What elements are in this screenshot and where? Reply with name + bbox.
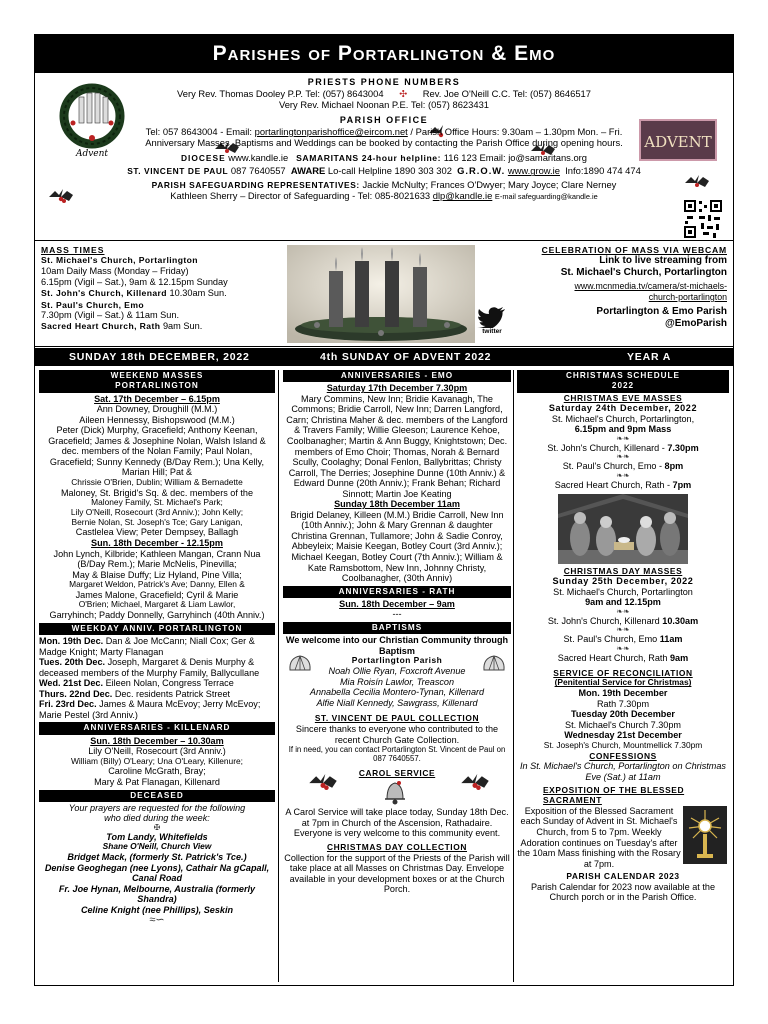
christmas-day-time: 9am and 12.15pm [585, 597, 661, 608]
sat-intention: Bernie Nolan, St. Joseph's Tce; Gary Lanigan, [71, 516, 243, 527]
killenard-mass-heading: Sun. 18th December – 10.30am [90, 735, 224, 746]
safeguarding-director: Kathleen Sherry – Director of Safeguarding - Tel: 085-8021633 [170, 190, 431, 202]
weekday-intention: Dan & Joe McCann; Niall Cox; Ger & Madge Knight; Marty Flanagan [39, 636, 255, 657]
rath-intentions: --- [392, 609, 402, 620]
twitter-bird-icon[interactable] [477, 306, 507, 328]
deceased-name: Bridget Mack, (formerly St. Patrick's Tce.) [67, 852, 247, 863]
christmas-schedule-heading: CHRISTMAS SCHEDULE 2022 [517, 370, 729, 393]
priest-pp: Very Rev. Thomas Dooley P.P. Tel: (057) 8643004 [177, 87, 384, 99]
weekend-masses-heading: WEEKEND MASSES PORTARLINGTON [39, 370, 275, 393]
sun-intention: O'Brien; Michael, Margaret & Liam Lawlor, [78, 599, 236, 610]
reconciliation-date: Tuesday 20th December [571, 709, 675, 720]
rath-mass-heading: Sun. 18th December – 9am [339, 598, 455, 609]
portarlington-weekend: 6.15pm (Vigil – Sat.), 9am & 12.15pm Sunday [41, 277, 228, 288]
diocese-link[interactable]: www.kandle.ie [228, 151, 289, 163]
christmas-day-date: Sunday 25th December, 2022 [552, 576, 694, 587]
church-emo: St. Paul's Church, Emo [41, 299, 145, 310]
svp-collection-contact: If in need, you can contact Portarlington St. Vincent de Paul on 087 7640557. [288, 745, 506, 764]
christmas-day-church: St. Paul's Church, Emo [563, 634, 658, 645]
date-label: SUNDAY 18th DECEMBER, 2022 [69, 351, 250, 363]
killenard-anniv-heading: ANNIVERSARIES - KILLENARD [39, 722, 275, 734]
baptism-name: Mia Roisín Lawlor, Treascon [339, 676, 455, 687]
weekday-intention: Joseph, Margaret & Denis Murphy & deceased members of the Murphy Family, Ballycullane [39, 657, 260, 678]
sat-intention: Maloney Family, St. Michael's Park; [91, 497, 223, 508]
svp-collection-heading: ST. VINCENT DE PAUL COLLECTION [314, 713, 480, 724]
baptism-shell-icon [481, 654, 507, 672]
nativity-image [558, 494, 688, 564]
column-divider [278, 370, 279, 982]
dlp-email-link[interactable]: dlp@kandle.ie [432, 190, 493, 202]
emo-saturday-intentions: Mary Commins, New Inn; Bridie Kavanagh, The Commons; Bridie Carroll, New Inn; Darren Langford, Carn; Christina Maher & dec. members of the Langford & Travers Family; Willie Gleeson; Laurence Kehoe, Coolbanagher; Martin & Ann Buggy, Knightstown; Dec. members of Emo Choir; Thomas, Norah & Bernard Scully, Coolaghy; Donal Fenlon, Ballybrittas; Christy Carroll, The Derries; Josephine Dunne (10th Anniv.) & Edward Dunne (20th Anniv.); Frank Behan; Richard Sinnott; Martin Joe Keating [286, 393, 508, 499]
weekday-intention: James & Maura McEvoy; Jerry McEvoy; Marie Pestel (3rd Anniv.) [39, 699, 261, 720]
killenard-intention: William (Billy) O'Leary; Una O'Leary, Killenure; [71, 755, 243, 766]
header-contacts [35, 73, 733, 241]
diocese-label: DIOCESE [180, 152, 226, 163]
office-heading: PARISH OFFICE [339, 114, 429, 125]
deceased-intro: who died during the week: [104, 813, 210, 824]
sun-intention: Garryhinch; Paddy Donnelly, Garryhinch (40th Anniv.) [49, 610, 265, 621]
aware-value: Lo-call Helpline 1890 303 302 [327, 165, 452, 177]
webcam-url-line1[interactable]: www.mcnmedia.tv/camera/st-michaels- [574, 281, 727, 292]
church-portarlington: St. Michael's Church, Portarlington [41, 255, 198, 266]
grow-label: G.R.O.W. [457, 165, 506, 177]
weekday-anniv-heading: WEEKDAY ANNIV. PORTARLINGTON [39, 623, 275, 635]
baptism-shell-icon [287, 654, 313, 672]
weekday-date: Thurs. 22nd Dec. [39, 688, 113, 699]
christmas-eve-church: Sacred Heart Church, Rath - [554, 479, 670, 490]
sun-intention: James Malone, Gracefield; Cyril & Marie [75, 589, 239, 600]
baptism-name: Annabella Cecilia Montero-Tynan, Killenard [309, 687, 485, 698]
christmas-eve-time: 7pm [672, 479, 692, 490]
office-tel: Tel: 057 8643004 - Email: [145, 125, 252, 137]
advent-banner: ADVENT [639, 119, 717, 161]
christmas-day-heading: CHRISTMAS DAY MASSES [563, 565, 683, 576]
rath-time: 9am Sun. [162, 321, 203, 332]
killenard-time: 10.30am Sun. [169, 288, 227, 299]
baptism-name: Alfie Niall Kennedy, Sawgrass, Killenard [316, 697, 478, 708]
reconciliation-venue: St. Joseph's Church, Mountmellick 7.30pm [543, 739, 703, 750]
column-divider [513, 370, 514, 982]
svp-label: ST. VINCENT DE PAUL [127, 166, 229, 177]
baptisms-intro: We welcome into our Christian Community through Baptism [285, 635, 509, 656]
newsletter-page [34, 34, 734, 986]
bell-icon [379, 777, 411, 807]
priest-pe: Very Rev. Michael Noonan P.E. Tel: (057) 8623431 [278, 99, 490, 111]
ornament-icon: ≈∽ [149, 914, 165, 927]
christmas-eve-date: Saturday 24th December, 2022 [548, 403, 698, 414]
svp-collection-text: Sincere thanks to everyone who contributed to the recent Church Gate Collection. [295, 724, 499, 745]
advent-label: Advent [75, 149, 109, 159]
year-label: YEAR A [627, 351, 672, 363]
sun-intention: John Lynch, Kilbride; Kathleen Mangan, Crann Nua (B/Day Rem.); Marie McNelis, Pinevilla; [53, 548, 261, 570]
baptisms-heading: BAPTISMS [283, 622, 511, 634]
carol-service-text: A Carol Service will take place today, Sunday 18th Dec. at 7pm in Church of the Ascension, Rathadaire. Everyone is very welcome to this community event. [285, 807, 509, 839]
emo-sunday-intentions: Brigid Delaney, Killeen (M.M.) Bridie Carroll, New Inn (10th Anniv.); John & Mary Grennan & daughter Christina Grennan, Tullamore; John & Sadie Conroy, Abbeyleix; Maisie Keegan, Botley Court (3rd Anniv.); Michael Keegan, Botley Court (7th Anniv.); William & Kate Ramsbottom, New Inn, Johnny Christy, Coolbanagher, (30th Anniv) [290, 509, 504, 584]
parish-calendar-text: Parish Calendar for 2023 now available at the Church porch or in the Parish Office. [530, 881, 715, 903]
killenard-intention: Lily O'Neill, Rosecourt (3rd Anniv.) [88, 746, 226, 757]
sat-intention: Maloney, St. Brigid's Sq. & dec. members of the [60, 487, 254, 498]
rath-anniv-heading: ANNIVERSARIES - RATH [283, 586, 511, 598]
deceased-name: Shane O'Neill, Church View [102, 841, 212, 852]
weekday-date: Wed. 21st Dec. [39, 678, 104, 689]
sat-intention: Chrissie O'Brien, Dublin; William & Bernadette [71, 476, 243, 487]
advent-candles-image [287, 245, 475, 343]
emo-times: 7.30pm (Vigil – Sat.) & 11am Sun. [41, 310, 180, 321]
christmas-day-church: St. John's Church, Killenard [547, 615, 660, 626]
weekday-intention: Dec. residents Patrick Street [114, 688, 231, 699]
priests-heading: PRIESTS PHONE NUMBERS [307, 77, 461, 87]
safeguarding-email: E-mail safeguarding@kandle.ie [494, 192, 598, 202]
deceased-heading: DECEASED [39, 790, 275, 802]
ornament-icon: ❧❧ [616, 470, 630, 480]
safeguarding-label: PARISH SAFEGUARDING REPRESENTATIVES: [151, 179, 360, 190]
confessions-text: In St. Michael's Church, Portarlington on Christmas Eve (Sat.) at 11am [520, 761, 726, 782]
office-bookings: Anniversary Masses, Baptisms and Weddings can be booked by contacting the Parish Office during opening hours. [145, 137, 623, 149]
carol-service-heading: CAROL SERVICE [358, 768, 436, 779]
webcam-line2: St. Michael's Church, Portarlington [560, 267, 727, 279]
deceased-name: Celine Knight (nee Phillips), Seskin [80, 904, 234, 915]
deceased-name: Fr. Joe Hynan, Melbourne, Australia (formerly Shandra) [58, 883, 256, 905]
saturday-mass-heading: Sat. 17th December – 6.15pm [94, 393, 220, 404]
emo-anniv-heading: ANNIVERSARIES - EMO [283, 370, 511, 382]
exposition-text: Exposition of the Blessed Sacrament each Sunday of Advent in St. Michael's Church, from 5 to 7pm. Weekly Adoration continues on Tuesday's after the 10am Mass finishing with the Rosary at 7pm. [517, 805, 681, 869]
webcam-block [477, 245, 727, 336]
priest-cc: Rev. Joe O'Neill C.C. Tel: (057) 8646517 [422, 87, 591, 99]
sun-intention: Margaret Weldon, Patrick's Ave; Danny, Ellen & [69, 579, 245, 590]
christmas-eve-time: 8pm [664, 461, 684, 472]
christmas-eve-time: 6.15pm and 9pm Mass [574, 424, 672, 435]
webcam-url-line2[interactable]: church-portarlington [648, 291, 727, 302]
column-left [39, 370, 275, 926]
twitter-handle[interactable]: @EmoParish [665, 318, 727, 330]
deceased-intro: Your prayers are requested for the following [68, 802, 246, 813]
christmas-day-church: St. Michael's Church, Portarlington [553, 586, 693, 597]
ornament-icon: ❧❧ [616, 644, 630, 654]
christmas-day-time: 9am [670, 653, 689, 664]
column-middle [283, 370, 511, 895]
sat-intention: Ann Downey, Droughill (M.M.) [96, 404, 218, 415]
deceased-name: Denise Geoghegan (nee Lyons), Cathair Na gCapall, Canal Road [44, 862, 270, 884]
weekday-date: Tues. 20th Dec. [39, 657, 106, 668]
reconciliation-date: Mon. 19th December [578, 688, 668, 699]
weekday-date: Mon. 19th Dec. [39, 636, 104, 646]
ornament-icon: ❧❧ [616, 625, 630, 635]
parish-calendar-heading: PARISH CALENDAR 2023 [566, 871, 680, 882]
killenard-intention: Caroline McGrath, Bray; [108, 766, 206, 777]
sunday-label: 4th SUNDAY OF ADVENT 2022 [320, 351, 492, 363]
christmas-day-time: 10.30am [662, 615, 699, 626]
sat-intention: Castlelea View; Peter Dempsey, Ballagh [75, 527, 239, 538]
christmas-eve-church: St. Michael's Church, Portarlington, [551, 413, 695, 424]
christmas-eve-church: St. Paul's Church, Emo - [562, 461, 663, 472]
qr-code-icon[interactable] [683, 199, 723, 239]
ornament-icon: ❧❧ [616, 452, 630, 462]
samaritans-label: SAMARITANS 24-hour helpline: [296, 152, 442, 163]
church-rath: Sacred Heart Church, Rath [41, 321, 161, 332]
exposition-heading: EXPOSITION OF THE BLESSED SACRAMENT [543, 785, 685, 806]
holly-divider-icon: ✣ [399, 87, 408, 99]
cross-icon: ✠ [153, 822, 161, 832]
portarlington-daily: 10am Daily Mass (Monday – Friday) [41, 265, 189, 276]
grow-info: Info:1890 474 474 [565, 165, 641, 177]
twitter-label: twitter [482, 328, 502, 336]
samaritans-value: 116 123 Email: jo@samaritans.org [443, 151, 588, 163]
reconciliation-heading: SERVICE OF RECONCILIATION [553, 667, 693, 678]
reconciliation-subheading: (Penitential Service for Christmas) [554, 677, 692, 688]
date-bar [35, 348, 733, 366]
twitter-parish: Portarlington & Emo Parish [596, 306, 727, 318]
column-right [517, 370, 729, 903]
emo-saturday-heading: Saturday 17th December 7.30pm [326, 383, 468, 394]
christmas-eve-time: 7.30pm [667, 442, 699, 453]
weekday-intention: Eileen Nolan, Congress Terrace [105, 678, 234, 689]
sun-intention: May & Blaise Duffy; Liz Hyland, Pine Villa; [72, 569, 242, 580]
church-killenard: St. John's Church, Killenard [41, 288, 167, 299]
aware-label: AWARE [290, 165, 326, 177]
page-title: Parishes of Portarlington & Emo [35, 35, 733, 73]
emo-sunday-heading: Sunday 18th December 11am [334, 499, 460, 510]
office-hours: / Parish Office Hours: 9.30am – 1.30pm Mon. – Fri. [410, 125, 623, 137]
baptism-name: Noah Ollie Ryan, Foxcroft Avenue [328, 666, 466, 677]
mass-times-block [41, 245, 281, 333]
monstrance-icon [683, 806, 727, 864]
ornament-icon: ❧❧ [616, 433, 630, 443]
christmas-eve-heading: CHRISTMAS EVE MASSES [563, 392, 683, 403]
weekday-date: Fri. 23rd Dec. [39, 699, 97, 710]
sat-intention: Peter (Dick) Murphy, Gracefield; Anthony Keenan, Gracefield; James & Josephine Nolan, Walsh Island & dec. members of the Nolan Family; Paul Nolan, Gracefield; Sunny Kennedy (B/Day Rem.); Una Kelly, Marian Hill; Pat & [48, 425, 266, 478]
christmas-collection-text: Collection for the support of the Priests of the Parish will take place at all Masses on Christmas Day. Envelope available in your development boxes or at the Church Porch. [284, 852, 510, 895]
sat-intention: Aileen Hennessy, Bishopswood (M.M.) [79, 414, 235, 425]
webcam-heading: CELEBRATION OF MASS VIA WEBCAM [541, 245, 727, 255]
mass-times-heading: MASS TIMES [41, 245, 105, 255]
killenard-intention: Mary & Pat Flanagan, Killenard [94, 777, 220, 788]
reconciliation-venue: St. Michael's Church 7.30pm [565, 719, 681, 730]
webcam-line1: Link to live streaming from [599, 255, 727, 267]
deceased-name: Tom Landy, Whitefields [106, 831, 208, 842]
safeguarding-reps: Jackie McNulty; Frances O'Dwyer; Mary Joyce; Clare Nerney [362, 178, 617, 190]
reconciliation-date: Wednesday 21st December [564, 730, 682, 741]
christmas-collection-heading: CHRISTMAS DAY COLLECTION [326, 841, 468, 852]
christmas-day-time: 11am [659, 634, 683, 645]
sunday-mass-heading: Sun. 18th December - 12.15pm [91, 537, 223, 548]
christmas-eve-church: St. John's Church, Killenard - [547, 442, 665, 453]
reconciliation-venue: Rath 7.30pm [596, 698, 650, 709]
ornament-icon: ❧❧ [616, 606, 630, 616]
sat-intention: Lily O'Neill, Rosecourt (3rd Anniv.); John Kelly; [70, 506, 244, 517]
baptisms-parish: Portarlington Parish [351, 655, 443, 666]
svp-phone: 087 7640557 [230, 165, 286, 177]
mass-times-row [35, 241, 733, 347]
christmas-day-church: Sacred Heart Church, Rath [557, 653, 668, 664]
confessions-heading: CONFESSIONS [589, 750, 657, 761]
office-email-link[interactable]: portarlingtonparishoffice@eircom.net [254, 125, 408, 137]
grow-link[interactable]: www.grow.ie [507, 165, 560, 177]
